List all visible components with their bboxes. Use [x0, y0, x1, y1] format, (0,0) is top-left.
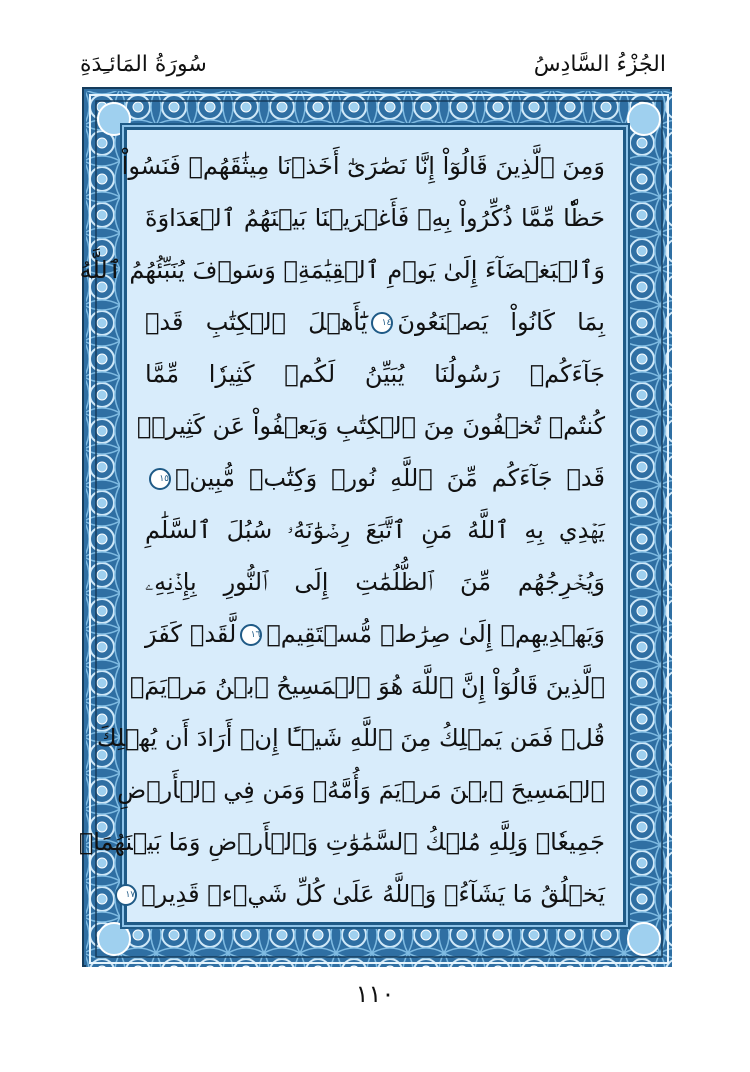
line-6 — [136, 400, 605, 452]
line-14 — [78, 816, 605, 868]
ayah-marker: ١٧ — [115, 884, 137, 906]
line-13 — [117, 764, 605, 816]
line-text: وَيَهۡدِيهِمۡ إِلَىٰ صِرَٰطٖ مُّسۡتَقِيمٖ — [266, 620, 605, 648]
line-text: كُنتُمۡ تُخۡفُونَ مِنَ ٱلۡكِتَٰبِ وَيَعۡفُواْ عَن كَثِيرٖۚ — [136, 412, 605, 440]
line-9 — [145, 556, 605, 608]
verse-lines — [78, 130, 623, 922]
line-2 — [145, 192, 605, 244]
line-10 — [145, 608, 605, 660]
line-1 — [121, 140, 605, 192]
line-text: وَٱلۡبَغۡضَآءَ إِلَىٰ يَوۡمِ ٱلۡقِيَٰمَةِۚ وَسَوۡفَ يُنَبِّئُهُمُ ٱللَّهُ — [79, 256, 605, 284]
line-text: لَّقَدۡ كَفَرَ — [145, 620, 237, 648]
ayah-marker: ١٤ — [371, 312, 393, 334]
text-panel — [78, 127, 626, 925]
line-text: حَظّٗا مِّمَّا ذُكِّرُواْ بِهِۦ فَأَغۡرَيۡنَا بَيۡنَهُمُ ٱلۡعَدَاوَةَ — [145, 204, 605, 232]
line-text: ٱلَّذِينَ قَالُوٓاْ إِنَّ ٱللَّهَ هُوَ ٱلۡمَسِيحُ ٱبۡنُ مَرۡيَمَۚ — [129, 672, 605, 700]
ayah-marker: ١٥ — [149, 468, 171, 490]
line-15 — [125, 868, 605, 920]
line-text: وَيُخۡرِجُهُم مِّنَ ٱلظُّلُمَٰتِ إِلَى ٱلنُّورِ بِإِذۡنِهِۦ — [145, 568, 605, 596]
line-12 — [96, 712, 605, 764]
line-text: وَمِنَ ٱلَّذِينَ قَالُوٓاْ إِنَّا نَصَٰرَىٰٓ أَخَذۡنَا مِيثَٰقَهُمۡ فَنَسُواْ — [121, 152, 605, 180]
line-11 — [129, 660, 605, 712]
juz-name: الجُزْءُ السَّادِسُ — [533, 52, 666, 77]
ayah-marker: ١٦ — [240, 624, 262, 646]
line-7 — [145, 452, 605, 504]
line-text: يَخۡلُقُ مَا يَشَآءُۚ وَٱللَّهُ عَلَىٰ كُلِّ شَيۡءٖ قَدِيرٞ — [141, 880, 605, 908]
line-text: قَدۡ جَآءَكُم مِّنَ ٱللَّهِ نُورٞ وَكِتَٰبٞ مُّبِينٞ — [175, 464, 605, 492]
line-text: يَهۡدِي بِهِ ٱللَّهُ مَنِ ٱتَّبَعَ رِضۡوَٰنَهُۥ سُبُلَ ٱلسَّلَٰمِ — [145, 516, 605, 544]
line-text: جَمِيعٗاۗ وَلِلَّهِ مُلۡكُ ٱلسَّمَٰوَٰتِ وَٱلۡأَرۡضِ وَمَا بَيۡنَهُمَاۚ — [78, 828, 605, 856]
line-4 — [145, 296, 605, 348]
line-text: جَآءَكُمۡ رَسُولُنَا يُبَيِّنُ لَكُمۡ كَثِيرٗا مِّمَّا — [145, 360, 605, 388]
line-text: بِمَا كَانُواْ يَصۡنَعُونَ — [397, 308, 605, 336]
line-5 — [145, 348, 605, 400]
surah-name: سُورَةُ المَائـِدَةِ — [80, 52, 207, 77]
line-8 — [145, 504, 605, 556]
line-text: ٱلۡمَسِيحَ ٱبۡنَ مَرۡيَمَ وَأُمَّهُۥ وَمَن فِي ٱلۡأَرۡضِ — [117, 776, 605, 804]
line-text: يَٰٓأَهۡلَ ٱلۡكِتَٰبِ قَدۡ — [145, 308, 368, 336]
line-3 — [79, 244, 605, 296]
line-text: قُلۡ فَمَن يَمۡلِكُ مِنَ ٱللَّهِ شَيۡـًٔا إِنۡ أَرَادَ أَن يُهۡلِكَ — [96, 724, 605, 752]
page-number: ١١٠ — [355, 980, 395, 1008]
page-header — [0, 52, 750, 88]
